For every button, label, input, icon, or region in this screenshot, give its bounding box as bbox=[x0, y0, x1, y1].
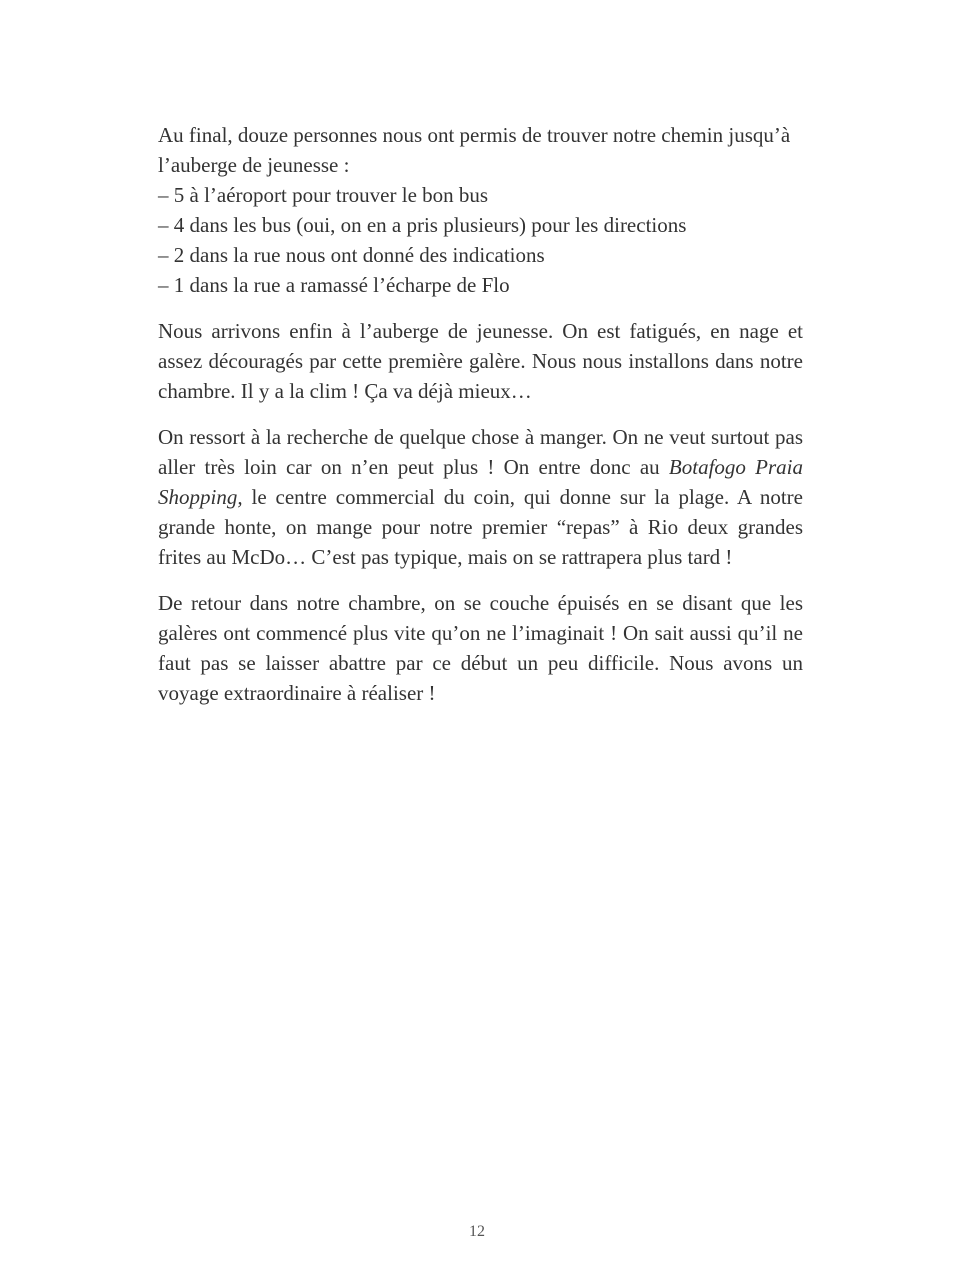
intro-paragraph bbox=[158, 120, 803, 300]
dinner-text-before: On ressort à la recherche de quelque chose à manger. On ne veut surtout pas aller très loin car on n’en peut plus ! On entre donc au bbox=[158, 425, 803, 479]
dinner-paragraph bbox=[158, 422, 803, 572]
mall-name: Botafogo Praia Shopping, bbox=[158, 455, 803, 509]
list-item: – 5 à l’aéroport pour trouver le bon bus bbox=[158, 183, 489, 207]
intro-lead: Au final, douze personnes nous ont permis de trouver notre chemin jusqu’à l’auberge de jeunesse : bbox=[158, 123, 791, 177]
list-item: – 1 dans la rue a ramassé l’écharpe de Flo bbox=[158, 273, 510, 297]
list-item: – 4 dans les bus (oui, on en a pris plusieurs) pour les directions bbox=[158, 213, 687, 237]
dinner-text-after: le centre commercial du coin, qui donne sur la plage. A notre grande honte, on mange pour notre premier “repas” à Rio deux grandes frites au McDo… C’est pas typique, mais on se rattrapera plus tard ! bbox=[158, 485, 803, 569]
arrival-paragraph: Nous arrivons enfin à l’auberge de jeunesse. On est fatigués, en nage et assez découragés par cette première galère. Nous nous installons dans notre chambre. Il y a la clim ! Ça va déjà mieux… bbox=[158, 319, 803, 403]
text-column bbox=[158, 120, 803, 724]
page-number: 12 bbox=[469, 1223, 485, 1240]
closing-paragraph: De retour dans notre chambre, on se couche épuisés en se disant que les galères ont commencé plus vite qu’on ne l’imaginait ! On sait aussi qu’il ne faut pas se laisser abattre par ce début un peu difficile. Nous avons un voyage extraordinaire à réaliser ! bbox=[158, 591, 803, 705]
list-item: – 2 dans la rue nous ont donné des indications bbox=[158, 243, 545, 267]
